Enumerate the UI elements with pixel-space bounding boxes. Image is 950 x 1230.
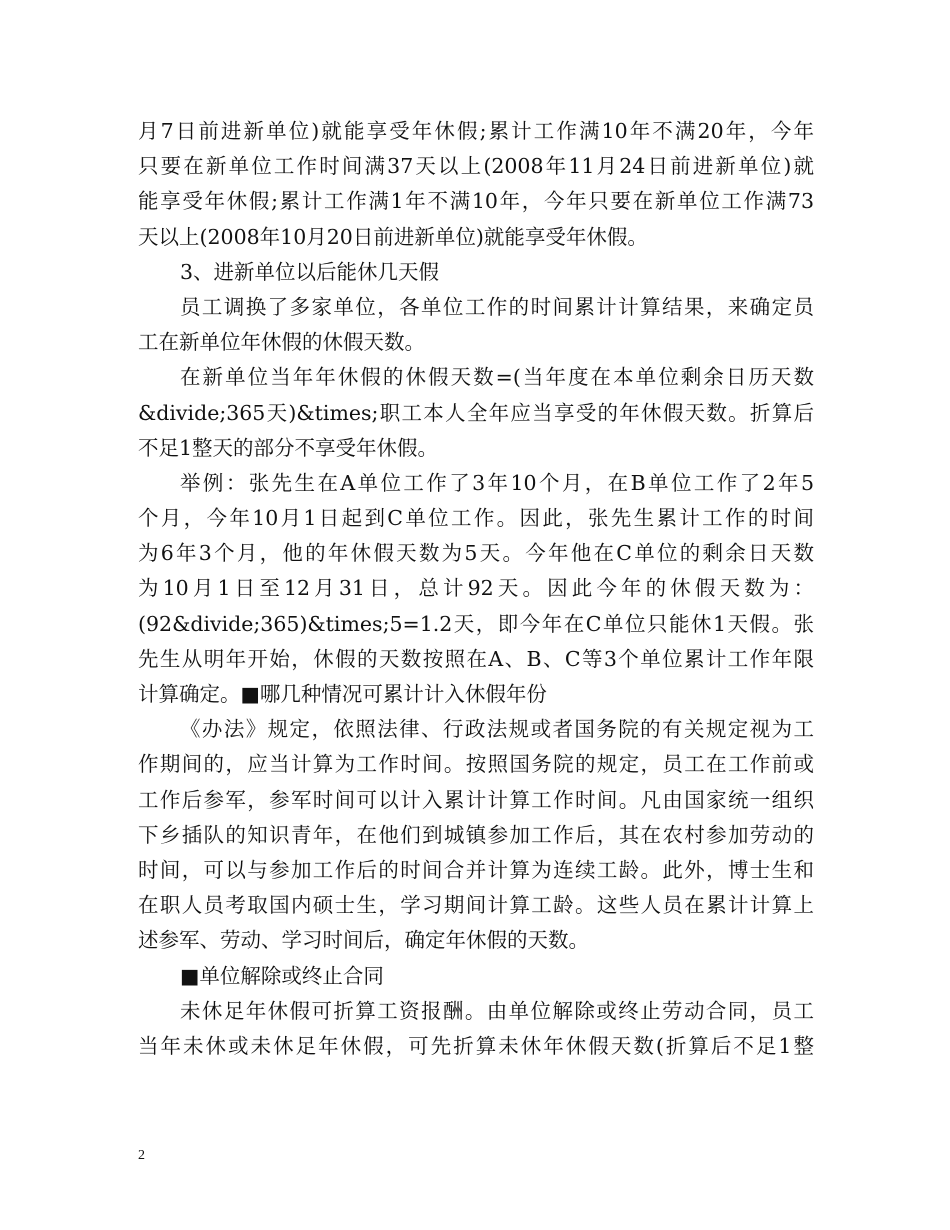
text-line: 在职人员考取国内硕士生，学习期间计算工龄。这些人员在累计计算上 [138,893,814,918]
text-line: 只要在新单位工作时间满37天以上(2008年11月24日前进新单位)就 [138,154,814,179]
text-line: (92&divide;365)&times;5=1.2天，即今年在C单位只能休1天假。张 [138,611,814,636]
text-line: &divide;365天)&times;职工本人全年应当享受的年休假天数。折算后 [138,400,814,425]
text-line: 员工调换了多家单位，各单位工作的时间累计计算结果，来确定员 [180,294,814,319]
text-line: 当年未休或未休足年休假，可先折算未休年休假天数(折算后不足1整 [138,1033,814,1058]
text-line: 工作后参军，参军时间可以计入累计计算工作时间。凡由国家统一组织 [138,787,814,812]
text-line: 为6年3个月，他的年休假天数为5天。今年他在C单位的剩余日天数 [138,541,814,566]
text-line: 先生从明年开始，休假的天数按照在A、B、C等3个单位累计工作年限 [138,646,814,671]
text-line: 天以上(2008年10月20日前进新单位)就能享受年休假。 [138,224,648,249]
text-line: 举例：张先生在A单位工作了3年10个月，在B单位工作了2年5 [180,470,814,495]
text-line: 时间，可以与参加工作后的时间合并计算为连续工龄。此外，博士生和 [138,857,814,882]
text-line: 《办法》规定，依照法律、行政法规或者国务院的有关规定视为工 [180,717,814,742]
text-line: 在新单位当年年休假的休假天数=(当年度在本单位剩余日历天数 [180,365,814,390]
text-line: 计算确定。■哪几种情况可累计计入休假年份 [138,682,547,706]
document-body [138,114,814,1064]
text-line: 作期间的，应当计算为工作时间。按照国务院的规定，员工在工作前或 [138,752,814,777]
page-number: 2 [138,1148,145,1163]
text-line: 未休足年休假可折算工资报酬。由单位解除或终止劳动合同，员工 [180,998,814,1023]
text-line: 月7日前进新单位)就能享受年休假;累计工作满10年不满20年，今年 [138,119,814,143]
text-line: 下乡插队的知识青年，在他们到城镇参加工作后，其在农村参加劳动的 [138,822,814,847]
text-line: 不足1整天的部分不享受年休假。 [138,435,439,460]
text-line: 为10月1日至12月31日，总计92天。因此今年的休假天数为： [138,576,814,601]
section-heading: ■单位解除或终止合同 [180,963,384,988]
text-line: 工在新单位年休假的休假天数。 [138,330,425,355]
section-heading: 3、进新单位以后能休几天假 [180,259,440,284]
text-line: 能享受年休假;累计工作满1年不满10年，今年只要在新单位工作满73 [138,189,814,214]
text-line: 个月，今年10月1日起到C单位工作。因此，张先生累计工作的时间 [138,506,814,531]
text-line: 述参军、劳动、学习时间后，确定年休假的天数。 [138,928,589,953]
